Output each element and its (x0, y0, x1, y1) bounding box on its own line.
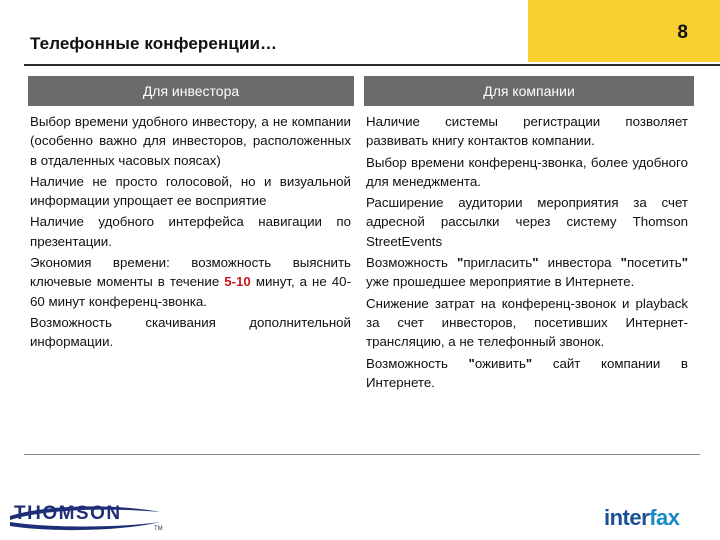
item-text: Возможность (366, 255, 458, 271)
company-item: Наличие системы регистрации позволяет развивать книгу контактов компании. (366, 114, 688, 149)
item-text: минут, а не 40-60 минут конференц-звонка. (30, 274, 351, 309)
footer-divider (24, 454, 700, 455)
investor-item: Выбор времени удобного инвестору, а не компании (особенно важно для инвесторов, расположенных в отдаленных часовых поясах) (30, 114, 351, 168)
quote-mark: " (620, 255, 627, 271)
interfax-wordmark-part: inter (604, 505, 650, 530)
company-item: Снижение затрат на конференц-звонок и playback за счет инвесторов, посетивших Интернет-трансляцию, а не телефонный звонок. (366, 295, 688, 350)
company-item: Выбор времени конференц-звонка, более удобного для менеджмента. (366, 154, 688, 189)
header-divider (24, 64, 720, 66)
highlighted-minutes: 5-10 (224, 274, 251, 290)
investor-item: Возможность скачивания дополнительной информации. (30, 314, 351, 350)
item-text: сайт компании в Интернете. (366, 355, 688, 390)
investor-item (30, 253, 351, 311)
quote-mark: " (525, 355, 533, 371)
header (0, 0, 720, 66)
interfax-logo (604, 505, 714, 535)
thomson-logo (8, 500, 168, 536)
quote-mark: " (468, 355, 475, 371)
page-number: 8 (677, 22, 688, 43)
company-item (366, 253, 688, 292)
investor-item: Наличие не просто голосовой, но и визуальной информации упрощает ее восприятие (30, 173, 351, 209)
thomson-wordmark: THOMSON (14, 503, 122, 524)
item-text: инвестора (538, 255, 621, 271)
quoted-word: пригласить (463, 255, 533, 271)
page-number-box (528, 0, 720, 62)
interfax-wordmark-part: fax (649, 505, 680, 530)
item-text: уже прошедшее мероприятие в Интернете. (366, 274, 635, 290)
company-item (366, 354, 688, 393)
item-text: Возможность (366, 355, 469, 371)
column-heading-company: Для компании (364, 76, 694, 106)
company-column (366, 112, 688, 392)
quote-mark: " (681, 255, 689, 271)
slide-title: Телефонные конференции… (30, 34, 278, 53)
trademark-mark: TM (154, 526, 163, 532)
interfax-wordmark (604, 505, 679, 531)
quote-mark: " (457, 255, 464, 271)
column-heading-investor: Для инвестора (28, 76, 354, 106)
quoted-word: посетить (626, 255, 682, 271)
investor-item: Наличие удобного интерфейса навигации по презентации. (30, 214, 351, 249)
quote-mark: " (532, 255, 539, 271)
company-item: Расширение аудитории мероприятия за счет адресной рассылки через систему Thomson StreetEvents (366, 195, 688, 249)
item-text: Экономия времени: возможность выяснить ключевые моменты в течение (30, 255, 351, 290)
investor-column (30, 112, 351, 352)
quoted-word: оживить (474, 355, 526, 371)
